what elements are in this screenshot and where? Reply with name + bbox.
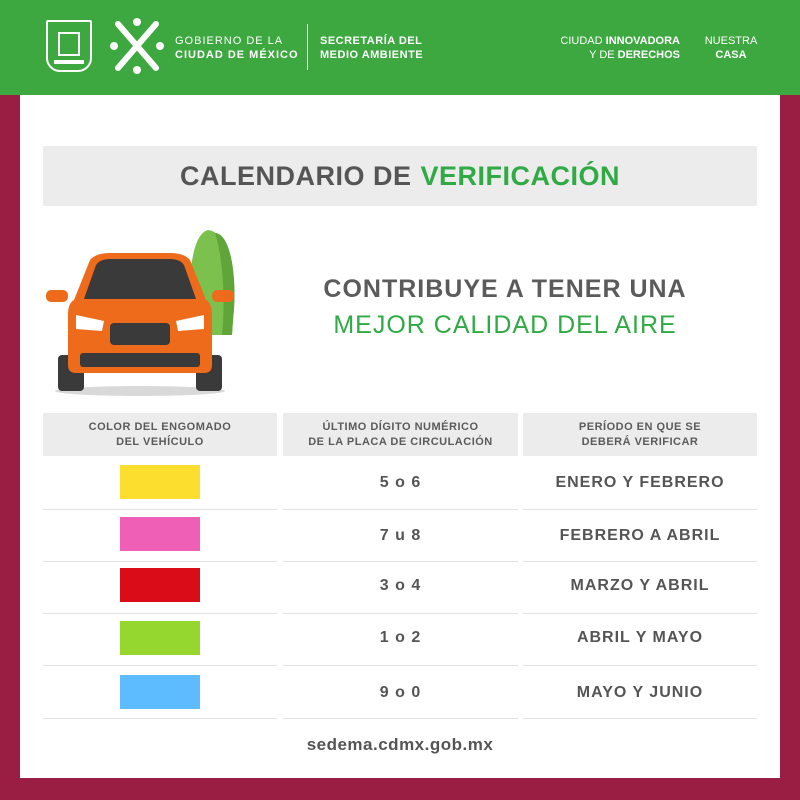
ciudad-prefix: CIUDAD — [560, 35, 606, 47]
y-de: Y DE — [589, 49, 618, 61]
slogan-line1: CONTRIBUYE A TENER UNA — [323, 275, 687, 303]
plate-digits: 1 o 2 — [379, 629, 422, 646]
sticker-color — [120, 568, 200, 602]
secretaria-label — [320, 34, 423, 62]
gobierno-cdmx-label — [175, 34, 299, 62]
sticker-color — [120, 465, 200, 499]
row-divider — [283, 718, 518, 719]
ciudad-innovadora-label — [520, 34, 680, 62]
header-digit-line2: DE LA PLACA DE CIRCULACIÓN — [308, 435, 493, 448]
derechos: DERECHOS — [617, 49, 680, 61]
slogan — [268, 271, 742, 343]
plate-digits: 5 o 6 — [379, 474, 422, 491]
cdmx-logo-icon — [110, 16, 164, 76]
secretaria-line1: SECRETARÍA DEL — [320, 35, 423, 47]
header-period-line1: PERÍODO EN QUE SE — [578, 420, 702, 433]
row-divider — [43, 561, 277, 562]
sticker-color — [120, 675, 200, 709]
slogan-line2: MEJOR CALIDAD DEL AIRE — [333, 311, 677, 339]
header-divider — [307, 24, 308, 70]
cdmx-shield-icon — [46, 20, 92, 72]
casa: CASA — [715, 49, 747, 61]
row-divider — [523, 561, 757, 562]
sticker-color — [120, 621, 200, 655]
header-bar — [0, 0, 800, 95]
row-divider — [43, 665, 277, 666]
gobierno-line1: GOBIERNO DE LA — [175, 35, 284, 47]
car-icon — [40, 225, 240, 400]
verification-period: MARZO Y ABRIL — [570, 577, 710, 594]
row-divider — [523, 613, 757, 614]
page-title — [43, 146, 757, 206]
header-period — [523, 413, 757, 456]
row-divider — [523, 509, 757, 510]
sticker-color — [120, 517, 200, 551]
plate-digits: 7 u 8 — [379, 527, 422, 544]
header-color-line2: DEL VEHÍCULO — [116, 435, 204, 448]
plate-digits: 9 o 0 — [379, 684, 422, 701]
verification-period: MAYO Y JUNIO — [576, 684, 704, 701]
header-digit — [283, 413, 518, 456]
verification-period: ENERO Y FEBRERO — [555, 474, 725, 491]
row-divider — [283, 561, 518, 562]
secretaria-line2: MEDIO AMBIENTE — [320, 49, 424, 61]
row-divider — [43, 613, 277, 614]
verification-period: FEBRERO A ABRIL — [559, 527, 721, 544]
verification-period: ABRIL Y MAYO — [576, 629, 704, 646]
ciudad-bold: INNOVADORA — [605, 35, 680, 47]
row-divider — [283, 613, 518, 614]
row-divider — [523, 718, 757, 719]
row-divider — [283, 509, 518, 510]
website-link[interactable]: sedema.cdmx.gob.mx — [306, 735, 494, 754]
row-divider — [523, 665, 757, 666]
row-divider — [43, 718, 277, 719]
header-color — [43, 413, 277, 456]
nuestra-casa-label — [700, 34, 762, 62]
gobierno-line2: CIUDAD DE MÉXICO — [175, 49, 299, 61]
title-part1: CALENDARIO DE — [179, 160, 412, 191]
row-divider — [43, 509, 277, 510]
row-divider — [283, 665, 518, 666]
plate-digits: 3 o 4 — [379, 577, 422, 594]
nuestra: NUESTRA — [704, 35, 758, 47]
header-period-line2: DEBERÁ VERIFICAR — [581, 435, 699, 448]
header-color-line1: COLOR DEL ENGOMADO — [88, 420, 232, 433]
header-digit-line1: ÚLTIMO DÍGITO NUMÉRICO — [322, 420, 479, 433]
title-part2: VERIFICACIÓN — [420, 160, 621, 191]
